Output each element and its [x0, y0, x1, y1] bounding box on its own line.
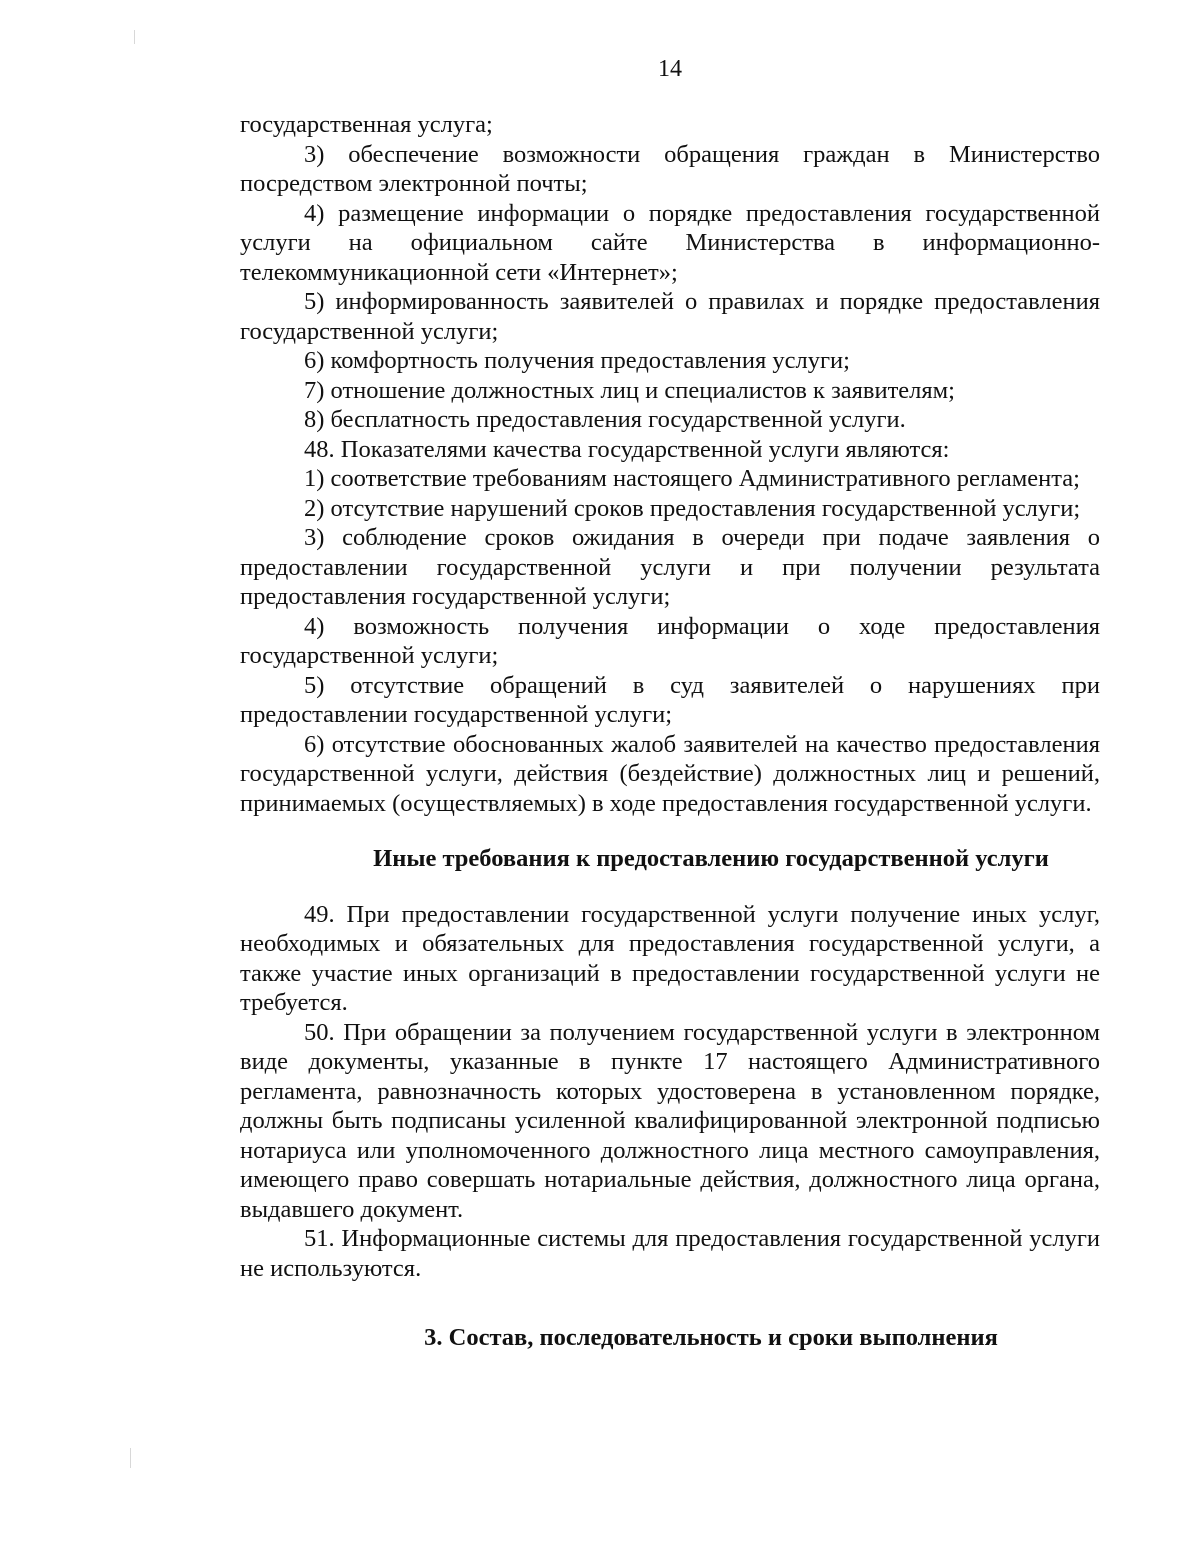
paragraph: государственная услуга;	[240, 111, 493, 138]
paragraph: 6) комфортность получения предоставления услуги;	[304, 347, 850, 374]
paragraph: 4) размещение информации о порядке предоставления государственной услуги на официальном сайте Министерства в информационно-телекоммуникационной сети «Интернет»;	[240, 199, 1100, 286]
paragraph: 3) соблюдение сроков ожидания в очереди при подаче заявления о предоставлении государственной услуги и при получении результата предоставления государственной услуги;	[240, 524, 1100, 610]
paragraph: 8) бесплатность предоставления государственной услуги.	[304, 406, 906, 433]
paragraph: 2) отсутствие нарушений сроков предоставления государственной услуги;	[304, 494, 1081, 522]
page-number: 14	[658, 56, 682, 82]
section-heading: Иные требования к предоставлению государственной услуги	[373, 845, 1049, 872]
paragraph: 5) отсутствие обращений в суд заявителей о нарушениях при предоставлении государственной услуги;	[240, 671, 1100, 728]
paragraph: 51. Информационные системы для предоставления государственной услуги не используются.	[240, 1225, 1100, 1282]
paragraph: 5) информированность заявителей о правилах и порядке предоставления государственной услуги;	[240, 288, 1100, 345]
paragraph: 7) отношение должностных лиц и специалистов к заявителям;	[304, 376, 955, 404]
paragraph: 50. При обращении за получением государственной услуги в электронном виде документы, указанные в пункте 17 настоящего Административного регламента, равнозначность которых удостоверена в установленном порядке, должны быть подписаны усиленной квалифицированной электронной подписью нотариуса или уполномоченного должностного лица местного самоуправления, имеющего право совершать нотариальные действия, должностного лица органа, выдавшего документ.	[240, 1018, 1100, 1223]
document-body	[240, 110, 1100, 1353]
scan-edge-mark-bottom	[130, 1448, 131, 1468]
paragraph: 4) возможность получения информации о ходе предоставления государственной услуги;	[240, 612, 1100, 669]
chapter-heading: 3. Состав, последовательность и сроки выполнения	[424, 1324, 998, 1351]
paragraph: 3) обеспечение возможности обращения граждан в Министерство посредством электронной почты;	[240, 140, 1100, 197]
paragraph: 1) соответствие требованиям настоящего Административного регламента;	[304, 465, 1080, 492]
scan-edge-mark-top	[134, 30, 135, 44]
paragraph: 48. Показателями качества государственной услуги являются:	[304, 435, 950, 463]
paragraph: 49. При предоставлении государственной услуги получение иных услуг, необходимых и обязательных для предоставления государственной услуги, а также участие иных организаций в предоставлении государственной услуги не требуется.	[240, 900, 1100, 1016]
paragraph: 6) отсутствие обоснованных жалоб заявителей на качество предоставления государственной услуги, действия (бездействие) должностных лиц и решений, принимаемых (осуществляемых) в ходе предоставления государственной услуги.	[240, 730, 1100, 817]
